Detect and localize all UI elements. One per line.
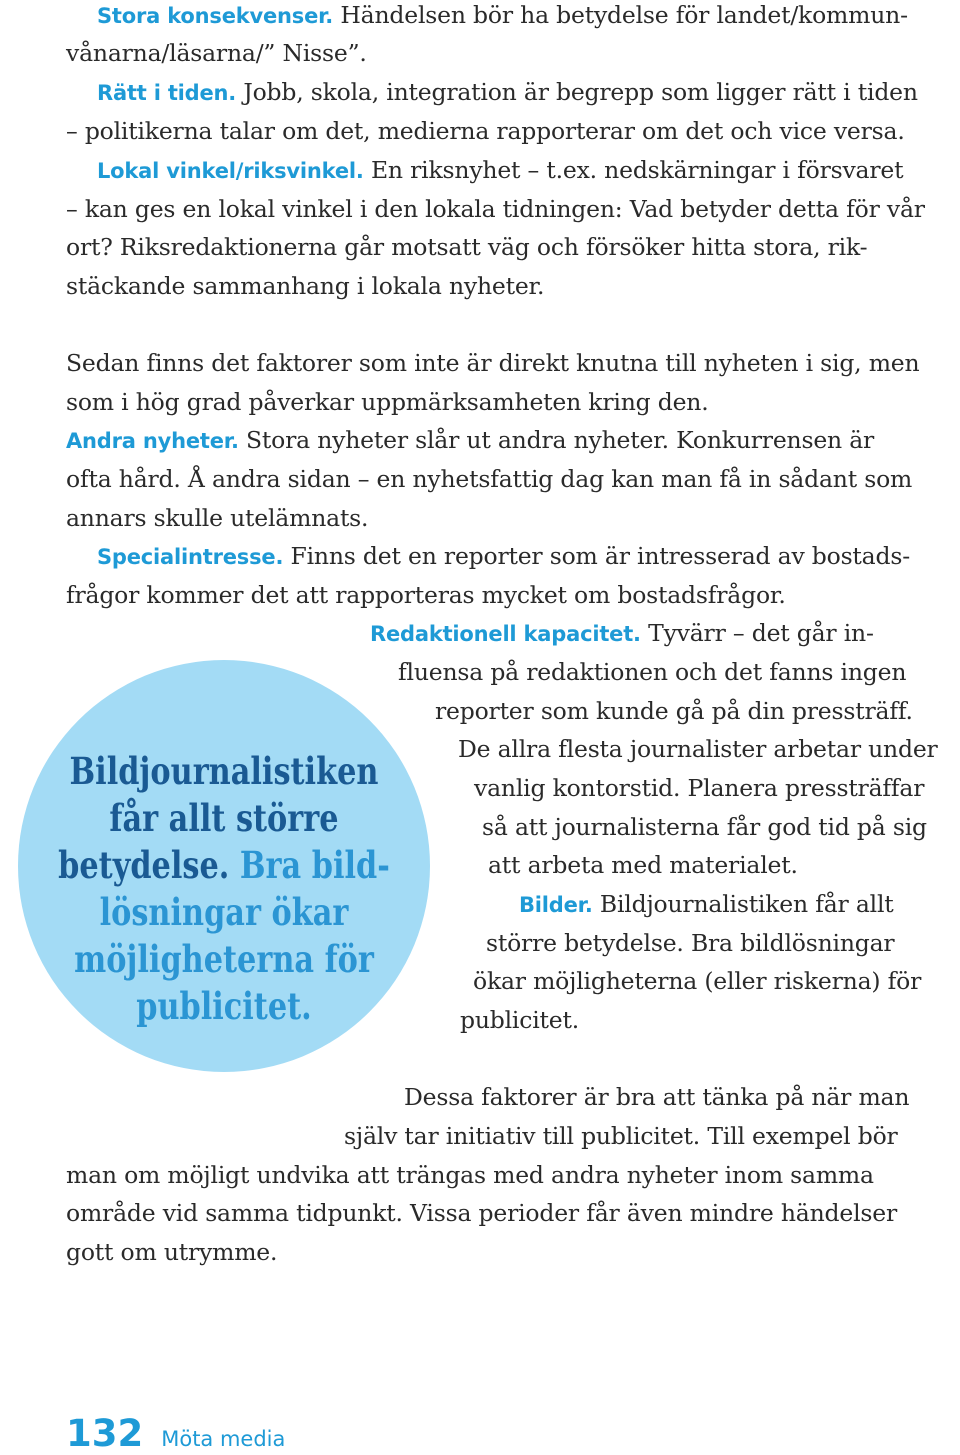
paragraph-line	[97, 77, 918, 108]
paragraph-line: själv tar initiativ till publicitet. Till exempel bör	[344, 1122, 898, 1150]
text: Händelsen bör ha betydelse för landet/kommun-	[340, 1, 908, 29]
paragraph-line: – kan ges en lokal vinkel i den lokala tidningen: Vad betyder detta för vår	[66, 195, 925, 223]
paragraph-line: ofta hård. Å andra sidan – en nyhetsfattig dag kan man få in sådant som	[66, 465, 913, 493]
pullquote-line: får allt större	[109, 796, 339, 840]
paragraph-line: – politikerna talar om det, medierna rapporterar om det och vice versa.	[66, 117, 905, 145]
paragraph-line	[97, 541, 910, 572]
keyword: Bilder.	[519, 893, 593, 917]
paragraph-line: som i hög grad påverkar uppmärksamheten kring den.	[66, 388, 709, 416]
paragraph-line	[519, 889, 894, 920]
pullquote-line	[55, 842, 393, 889]
paragraph-line: ort? Riksredaktionerna går motsatt väg och försöker hitta stora, rik-	[66, 233, 868, 261]
paragraph-line: Sedan finns det faktorer som inte är direkt knutna till nyheten i sig, men	[66, 349, 920, 377]
text: Finns det en reporter som är intresserad av bostads-	[290, 542, 910, 570]
paragraph-line: fluensa på redaktionen och det fanns ingen	[398, 658, 907, 686]
paragraph-line: område vid samma tidpunkt. Vissa perioder får även mindre händelser	[66, 1199, 897, 1227]
paragraph-line: större betydelse. Bra bildlösningar	[486, 929, 895, 957]
text: En riksnyhet – t.ex. nedskärningar i försvaret	[370, 156, 904, 184]
text: Bildjournalistiken får allt	[599, 890, 894, 918]
paragraph-line	[97, 155, 903, 186]
page-number: 132	[66, 1412, 144, 1455]
page-footer	[66, 1412, 285, 1455]
pullquote	[55, 748, 393, 1030]
paragraph-line: att arbeta med materialet.	[488, 851, 798, 879]
section-title: Möta media	[161, 1427, 286, 1451]
pullquote-light: Bra bild-	[239, 843, 390, 887]
keyword: Rätt i tiden.	[97, 81, 237, 105]
pullquote-line: lösningar ökar	[99, 890, 349, 934]
paragraph-line: annars skulle utelämnats.	[66, 504, 369, 532]
paragraph-line: vanlig kontorstid. Planera pressträffar	[474, 774, 925, 802]
keyword: Stora konsekvenser.	[97, 4, 334, 28]
paragraph-line: vånarna/läsarna/” Nisse”.	[66, 39, 367, 67]
paragraph-line: De allra flesta journalister arbetar under	[458, 735, 938, 763]
text: Jobb, skola, integration är begrepp som ligger rätt i tiden	[243, 78, 918, 106]
paragraph-line	[97, 0, 908, 31]
paragraph-line: gott om utrymme.	[66, 1238, 278, 1266]
pullquote-line: möjligheterna för	[74, 937, 374, 981]
text: Tyvärr – det går in-	[648, 619, 874, 647]
paragraph-line	[370, 618, 874, 649]
paragraph-line: reporter som kunde gå på din pressträff.	[435, 697, 913, 725]
paragraph-line: ökar möjligheterna (eller riskerna) för	[473, 967, 922, 995]
keyword: Lokal vinkel/riksvinkel.	[97, 159, 364, 183]
pullquote-line: publicitet.	[136, 984, 312, 1028]
paragraph-line: så att journalisterna får god tid på sig	[482, 813, 927, 841]
pullquote-line: Bildjournalistiken	[69, 749, 379, 793]
paragraph-line: frågor kommer det att rapporteras mycket om bostadsfrågor.	[66, 581, 786, 609]
paragraph-line: stäckande sammanhang i lokala nyheter.	[66, 272, 545, 300]
paragraph-line: man om möjligt undvika att trängas med andra nyheter inom samma	[66, 1161, 874, 1189]
keyword: Andra nyheter.	[66, 429, 239, 453]
paragraph-line	[66, 425, 874, 456]
pullquote-dark: betydelse.	[58, 843, 230, 887]
paragraph-line: Dessa faktorer är bra att tänka på när man	[404, 1083, 910, 1111]
paragraph-line: publicitet.	[460, 1006, 579, 1034]
text: Stora nyheter slår ut andra nyheter. Konkurrensen är	[246, 426, 875, 454]
keyword: Specialintresse.	[97, 545, 284, 569]
keyword: Redaktionell kapacitet.	[370, 622, 641, 646]
